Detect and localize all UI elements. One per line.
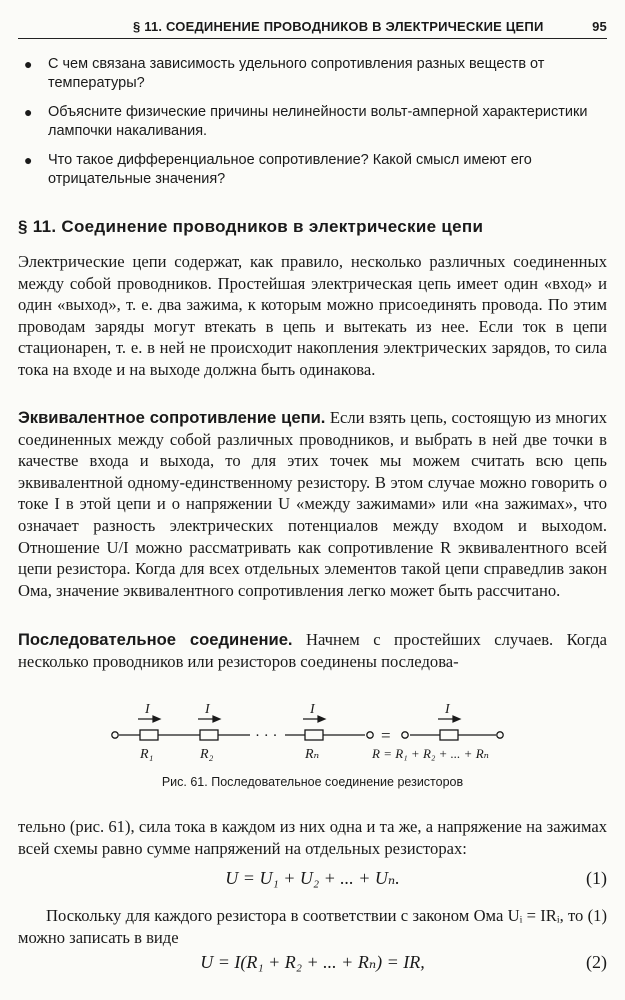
question-text: С чем связана зависимость удельного сопротивления разных веществ от температуры? bbox=[48, 56, 545, 91]
equation-2 bbox=[18, 952, 607, 978]
paragraph-text: Если взять цепь, состоящую из многих соединенных между собой различных проводников, и выбрать в ней две точки в качестве входа и выхода, то для этих точек мы можем считать всю цепь эквивалентной одному-единственному резистору. В этом случае можно говорить о токе I в этой цепи и о напряжении U «между зажимами» или «на зажимах», что означает разность электрических потенциалов между входом и выходом. Отношение U/I можно рассматривать как сопротивление R эквивалентного всей цепи резистора. Когда для всех отдельных элементов такой цепи справедлив закон Ома, значение эквивалентного сопротивления легко может быть рассчитано. bbox=[18, 408, 607, 600]
bullet-icon: ● bbox=[24, 56, 33, 72]
paragraph-series-cont bbox=[18, 816, 607, 859]
equivalent-resistance-label: R = R₁ + R₂ + ... + Rₙ bbox=[372, 746, 489, 761]
series-circuit-figure bbox=[100, 700, 540, 770]
paragraph-text: Поскольку для каждого резистора в соответствии с законом Ома Uᵢ = IRᵢ, то (1) можно записать в виде bbox=[18, 906, 607, 947]
paragraph-equivalent-resistance bbox=[18, 407, 607, 601]
resistor-r2-icon bbox=[200, 730, 218, 740]
paragraph-series bbox=[18, 629, 607, 672]
resistor-equivalent-icon bbox=[440, 730, 458, 740]
paragraph-intro bbox=[18, 251, 607, 381]
question-item bbox=[18, 55, 607, 93]
section-title: § 11. Соединение проводников в электрические цепи bbox=[18, 217, 484, 236]
bullet-icon: ● bbox=[24, 152, 33, 168]
resistor-r1-icon bbox=[140, 730, 158, 740]
resistor-label: R₁ bbox=[140, 747, 154, 762]
current-label: I bbox=[310, 702, 315, 717]
equation-formula: U = U₁ + U₂ + ... + Uₙ. bbox=[225, 868, 400, 888]
equation-number: (2) bbox=[586, 952, 607, 972]
equals-sign: = bbox=[381, 726, 391, 745]
running-header bbox=[18, 8, 607, 39]
current-label: I bbox=[145, 702, 150, 717]
review-questions bbox=[18, 55, 607, 199]
paragraph-heading: Последовательное соединение. bbox=[18, 630, 293, 649]
question-item bbox=[18, 151, 607, 189]
paragraph-ohm-law bbox=[18, 905, 607, 948]
bullet-icon: ● bbox=[24, 104, 33, 120]
resistor-label: R₂ bbox=[200, 747, 214, 762]
paragraph-text: тельно (рис. 61), сила тока в каждом из них одна и та же, а напряжение на зажимах всей схемы равно сумме напряжений на отдельных резисторах: bbox=[18, 817, 607, 858]
resistor-label: Rₙ bbox=[305, 747, 320, 762]
current-label: I bbox=[445, 702, 450, 717]
terminal-icon bbox=[367, 732, 373, 738]
equation-1 bbox=[18, 868, 607, 894]
paragraph-heading: Эквивалентное сопротивление цепи. bbox=[18, 408, 326, 427]
equation-number: (1) bbox=[586, 868, 607, 888]
header-title: § 11. СОЕДИНЕНИЕ ПРОВОДНИКОВ В ЭЛЕКТРИЧЕСКИЕ ЦЕПИ bbox=[133, 19, 544, 34]
ellipsis-dots: · · · bbox=[255, 728, 278, 744]
current-label: I bbox=[205, 702, 210, 717]
resistor-rn-icon bbox=[305, 730, 323, 740]
figure-caption: Рис. 61. Последовательное соединение резисторов bbox=[161, 775, 464, 789]
terminal-icon bbox=[112, 732, 118, 738]
equation-formula: U = I(R₁ + R₂ + ... + Rₙ) = IR, bbox=[200, 952, 425, 972]
paragraph-text: Начнем с простейших случаев. Когда несколько проводников или резисторов соединены последова- bbox=[18, 630, 607, 671]
question-text: Объясните физические причины нелинейности вольт-амперной характеристики лампочки накаливания. bbox=[48, 104, 588, 139]
terminal-icon bbox=[497, 732, 503, 738]
page-number: 95 bbox=[592, 19, 607, 34]
question-item bbox=[18, 103, 607, 141]
terminal-icon bbox=[402, 732, 408, 738]
paragraph-text: Электрические цепи содержат, как правило, несколько различных соединенных между собой проводников. Простейшая электрическая цепь имеет один «вход» и один «выход», т. е. два зажима, к которым можно присоединять провода. По этим проводам заряды могут втекать в цепь и вытекать из нее. Если ток в цепи стационарен, т. е. в ней не происходит накопления электрических зарядов, то сила тока на входе и на выходе должна быть одинакова. bbox=[18, 252, 607, 379]
question-text: Что такое дифференциальное сопротивление? Какой смысл имеют его отрицательные значения? bbox=[48, 152, 532, 187]
